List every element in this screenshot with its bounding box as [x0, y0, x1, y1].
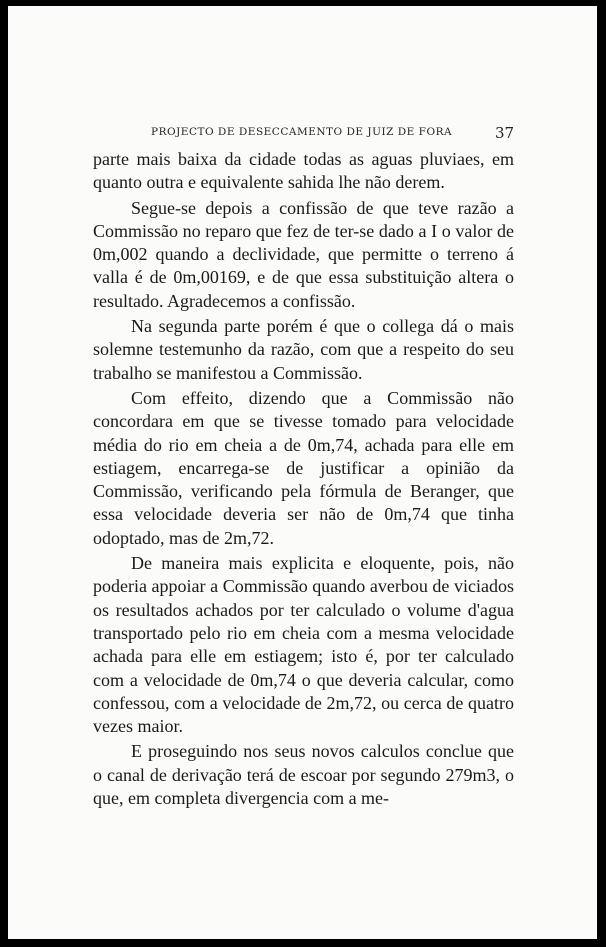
page-number: 37 [495, 124, 515, 142]
book-page [8, 6, 597, 939]
paragraph-4: Com effeito, dizendo que a Commissão não concordara em que se tivesse tomado para velocidade média do rio em cheia a de 0m,74, achada para elle em estiagem, encarrega-se de justificar a opinião da Commissão, verificando pela fórmula de Beranger, que essa velocidade deveria ser não de 0m,74 que tinha odoptado, mas de 2m,72. [93, 387, 514, 548]
running-header [8, 124, 597, 144]
paragraph-5: De maneira mais explicita e eloquente, pois, não poderia appoiar a Commissão quando averbou de viciados os resultados achados por ter calculado o volume d'agua transportado pelo rio em cheia com a mesma velocidade achada para elle em estiagem; isto é, por ter calculado com a velocidade de 0m,74 o que deveria calcular, como confessou, com a velocidade de 2m,72, ou cerca de quatro vezes maior. [93, 553, 514, 737]
paragraph-3: Na segunda parte porém é que o collega dá o mais solemne testemunho da razão, com que a respeito do seu trabalho se manifestou a Commissão. [93, 316, 514, 383]
paragraph-2: Segue-se depois a confissão de que teve razão a Commissão no reparo que fez de ter-se dado a I o valor de 0m,002 quando a declividade, que permitte o terreno á valla é de 0m,00169, e de que essa substituição altera o resultado. Agradecemos a confissão. [93, 197, 514, 311]
paragraph-6: E proseguindo nos seus novos calculos conclue que o canal de derivação terá de escoar por segundo 279m3, o que, em completa divergencia com a me- [93, 741, 514, 809]
running-title: PROJECTO DE DESECCAMENTO DE JUIZ DE FORA [151, 126, 453, 138]
paragraph-1: parte mais baixa da cidade todas as aguas pluviaes, em quanto outra e equivalente sahida lhe não derem. [93, 149, 514, 193]
body-text [93, 148, 514, 810]
